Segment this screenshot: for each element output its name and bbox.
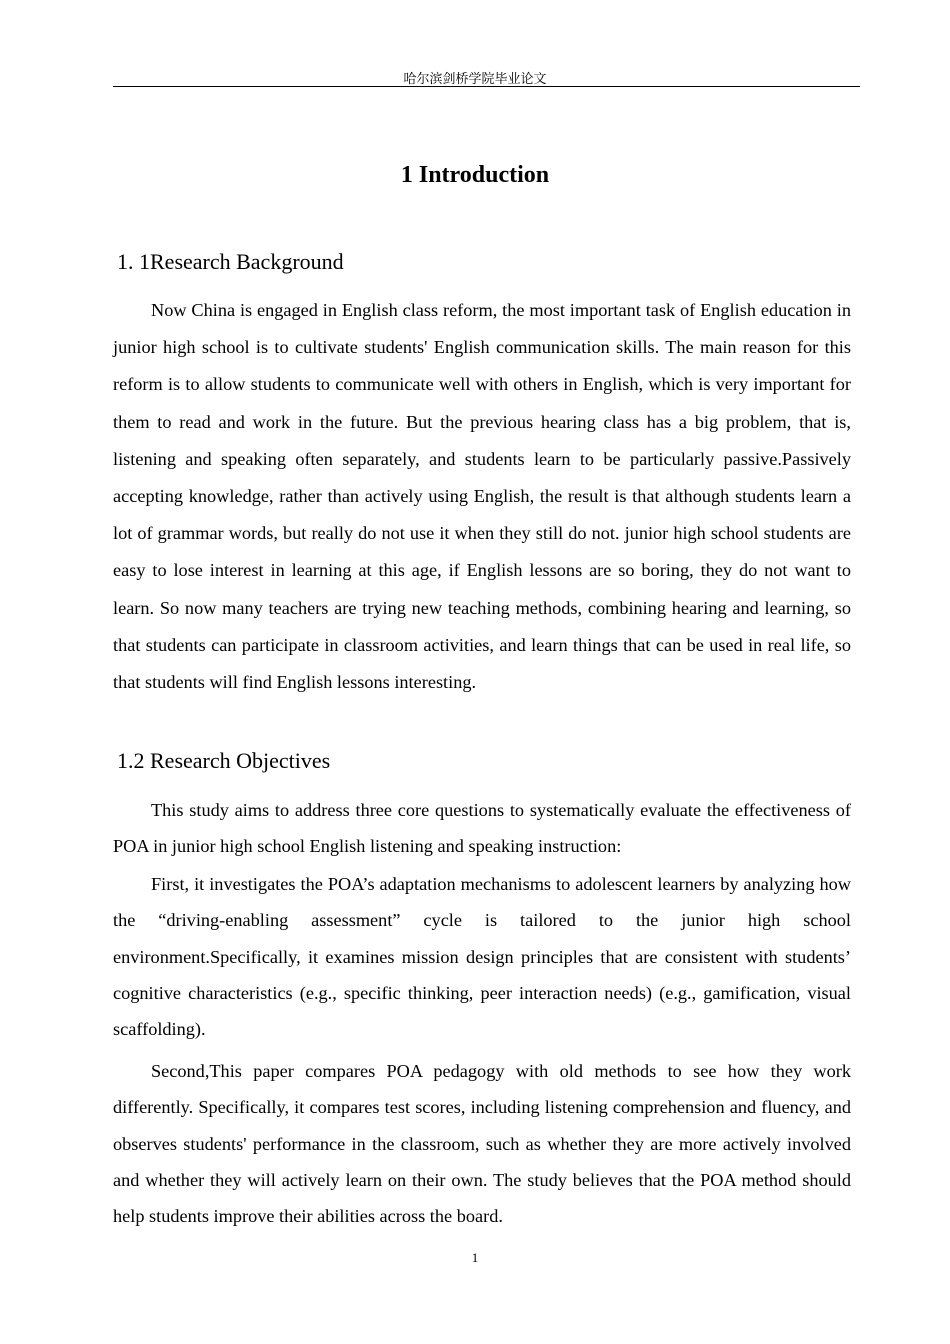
section-heading-research-background: 1. 1Research Background — [117, 249, 344, 274]
chapter-title: 1 Introduction — [400, 162, 550, 188]
section-heading-research-objectives: 1.2 Research Objectives — [117, 748, 331, 773]
page-number: 1 — [471, 1250, 479, 1265]
paragraph-objectives-second: Second,This paper compares POA pedagogy with old methods to see how they work differently. Specifically, it compares test scores, including listening comprehension and fluency, and observes students' performance in the classroom, such as whether they are more actively involved and whether they will actively learn on their own. The study believes that the POA method should help students improve their abilities across the board. — [113, 1061, 851, 1227]
paragraph-background: Now China is engaged in English class reform, the most important task of English education in junior high school is to cultivate students' English communication skills. The main reason for this reform is to allow students to communicate well with others in English, which is very important for them to read and work in the future. But the previous hearing class has a big problem, that is, listening and speaking often separately, and students learn to be particularly passive.Passively accepting knowledge, rather than actively using English, the result is that although students learn a lot of grammar words, but really do not use it when they still do not. junior high school students are easy to lose interest in learning at this age, if English lessons are so boring, they do not want to learn. So now many teachers are trying new teaching methods, combining hearing and learning, so that students can participate in classroom activities, and learn things that can be used in real life, so that students will find English lessons interesting. — [113, 300, 851, 693]
header-rule — [113, 86, 860, 87]
paragraph-objectives-intro: This study aims to address three core questions to systematically evaluate the effectiveness of POA in junior high school English listening and speaking instruction: — [113, 800, 851, 857]
page-header: 哈尔滨剑桥学院毕业论文 — [403, 72, 547, 87]
paragraph-objectives-first: First, it investigates the POA’s adaptation mechanisms to adolescent learners by analyzing how the “driving-enabling assessment” cycle is tailored to the junior high school environment.Specifically, it examines mission design principles that are consistent with students’ cognitive characteristics (e.g., specific thinking, peer interaction needs) (e.g., gamification, visual scaffolding). — [113, 874, 851, 1040]
